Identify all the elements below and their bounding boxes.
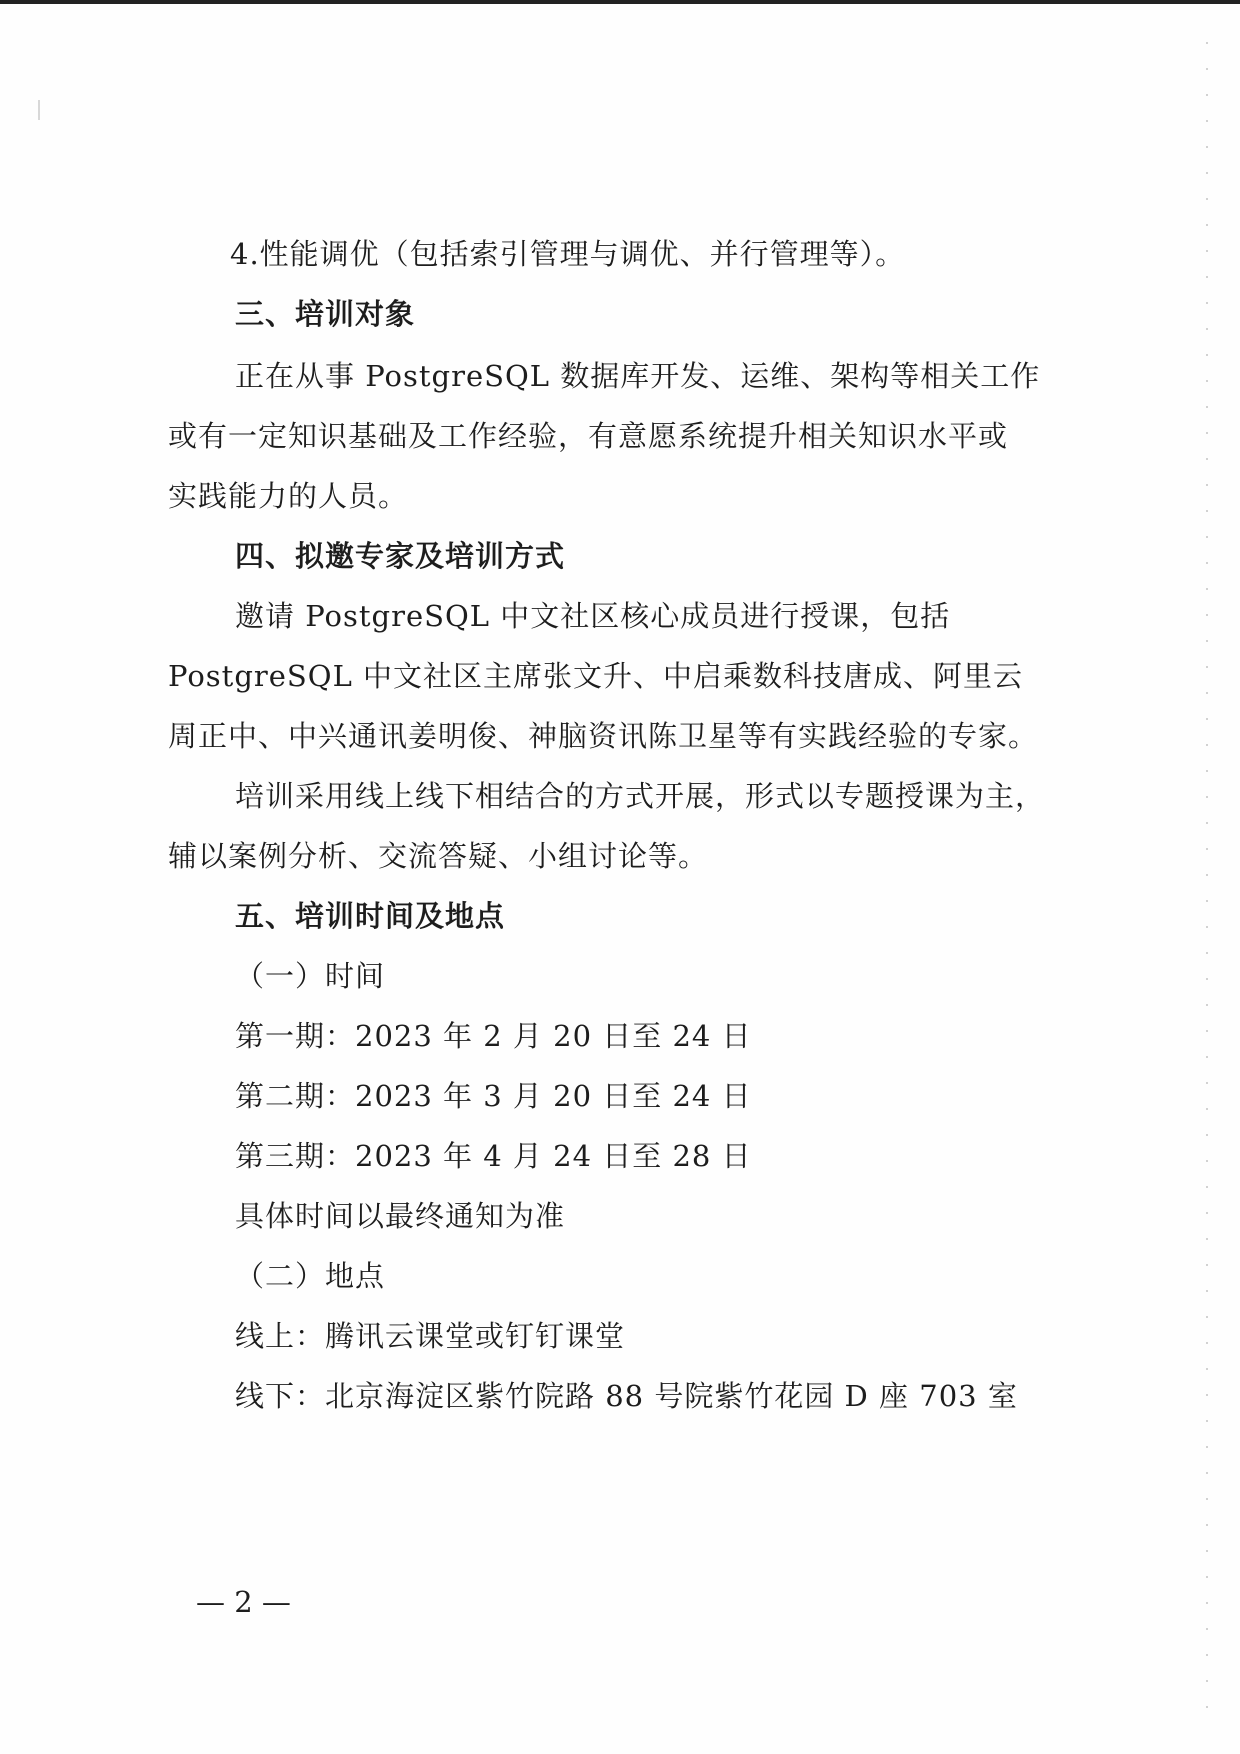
text-line-3: 正在从事 PostgreSQL 数据库开发、运维、架构等相关工作 <box>235 359 1041 393</box>
text-line-4: 或有一定知识基础及工作经验，有意愿系统提升相关知识水平或 <box>168 419 1009 453</box>
text-line-1: 4.性能调优（包括索引管理与调优、并行管理等）。 <box>230 237 906 271</box>
scan-mark <box>38 100 40 120</box>
section-heading-3: 三、培训对象 <box>235 297 416 331</box>
scan-top-edge <box>0 0 1240 4</box>
text-line-10: 培训采用线上线下相结合的方式开展，形式以专题授课为主， <box>235 779 1046 813</box>
text-line-17: 具体时间以最终通知为准 <box>235 1199 566 1233</box>
text-line-18: （二）地点 <box>235 1259 386 1293</box>
text-line-5: 实践能力的人员。 <box>168 479 409 513</box>
text-line-15: 第二期：2023 年 3 月 20 日至 24 日 <box>235 1079 752 1113</box>
section-heading-5: 五、培训时间及地点 <box>235 899 506 933</box>
text-line-14: 第一期：2023 年 2 月 20 日至 24 日 <box>235 1019 752 1053</box>
scan-binding-dots <box>1206 30 1208 1730</box>
text-line-8: PostgreSQL 中文社区主席张文升、中启乘数科技唐成、阿里云 <box>168 659 1024 693</box>
text-line-20: 线下：北京海淀区紫竹院路 88 号院紫竹花园 D 座 703 室 <box>235 1379 1018 1413</box>
text-line-11: 辅以案例分析、交流答疑、小组讨论等。 <box>168 839 709 873</box>
text-line-7: 邀请 PostgreSQL 中文社区核心成员进行授课，包括 <box>235 599 951 633</box>
page-number: — 2 — <box>196 1585 291 1619</box>
text-line-16: 第三期：2023 年 4 月 24 日至 28 日 <box>235 1139 752 1173</box>
text-line-9: 周正中、中兴通讯姜明俊、神脑资讯陈卫星等有实践经验的专家。 <box>168 719 1039 753</box>
section-heading-4: 四、拟邀专家及培训方式 <box>235 539 566 573</box>
text-line-13: （一）时间 <box>235 959 386 993</box>
text-line-19: 线上：腾讯云课堂或钉钉课堂 <box>235 1319 626 1353</box>
